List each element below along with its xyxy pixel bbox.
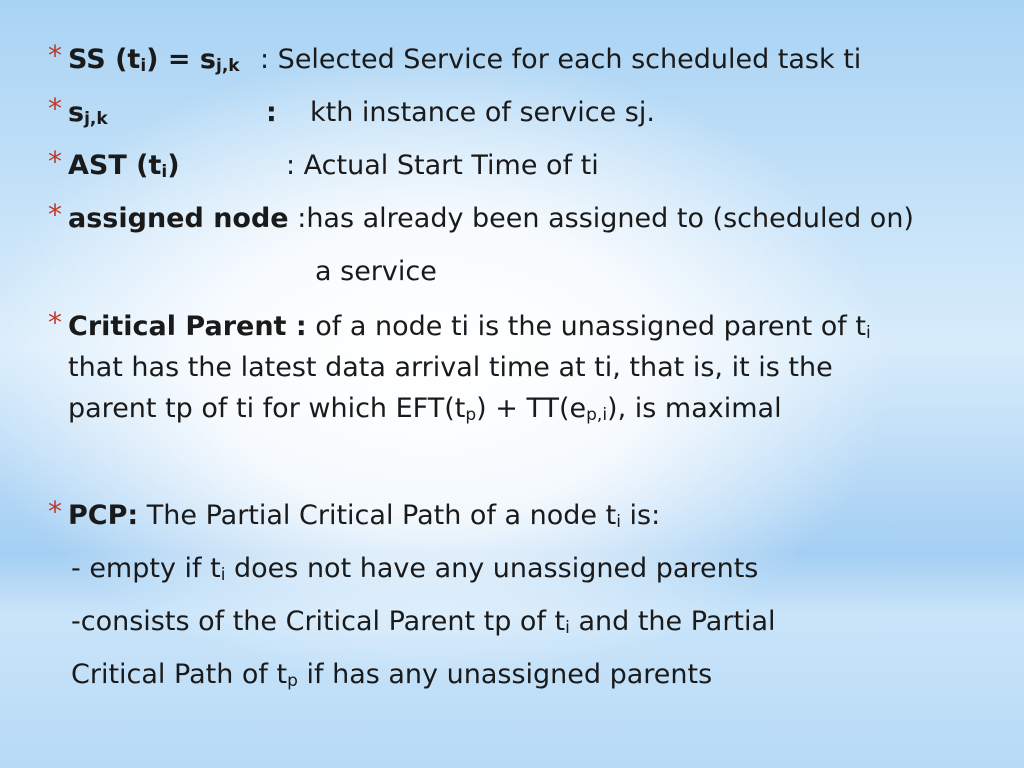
bullet-star: * [48, 92, 62, 125]
pcp-line3: -consists of the Critical Parent tp of ti and the Partial [71, 606, 776, 638]
critical-parent-line3: parent tp of ti for which EFT(tp) + TT(ep,i), is maximal [68, 393, 782, 425]
bullet-ss [68, 44, 862, 82]
bullet-star: * [48, 145, 62, 178]
term-critical-parent: Critical Parent : [68, 311, 307, 342]
bullet-star: * [48, 306, 62, 339]
term-ss: SS (ti) = sj,k [68, 44, 240, 76]
bullet-star: * [48, 39, 62, 72]
definition-assigned-node-line1: :has already been assigned to (scheduled on) [297, 203, 914, 234]
colon: : [266, 97, 277, 128]
critical-parent-line2: that has the latest data arrival time at ti, that is, it is the [68, 352, 833, 383]
bullet-pcp: PCP: The Partial Critical Path of a node ti is: [68, 500, 661, 532]
term-pcp: PCP: [68, 500, 139, 531]
pcp-line4: Critical Path of tp if has any unassigned parents [71, 659, 713, 691]
bullet-critical-parent: Critical Parent : of a node ti is the unassigned parent of ti [68, 311, 871, 343]
term-assigned-node: assigned node [68, 203, 289, 234]
bullet-ast [68, 150, 599, 188]
definition-ss: : Selected Service for each scheduled task ti [260, 44, 862, 75]
definition-assigned-node-line2: a service [315, 256, 437, 287]
definition-sjk: kth instance of service sj. [310, 97, 655, 128]
term-sjk: sj,k [68, 97, 108, 129]
bullet-star: * [48, 198, 62, 231]
bullet-assigned-node [68, 203, 914, 235]
bullet-sjk [68, 97, 655, 135]
definition-ast: : Actual Start Time of ti [286, 150, 599, 181]
bullet-star: * [48, 495, 62, 528]
pcp-line2: - empty if ti does not have any unassigned parents [71, 553, 759, 585]
term-ast: AST (ti) [68, 150, 180, 182]
